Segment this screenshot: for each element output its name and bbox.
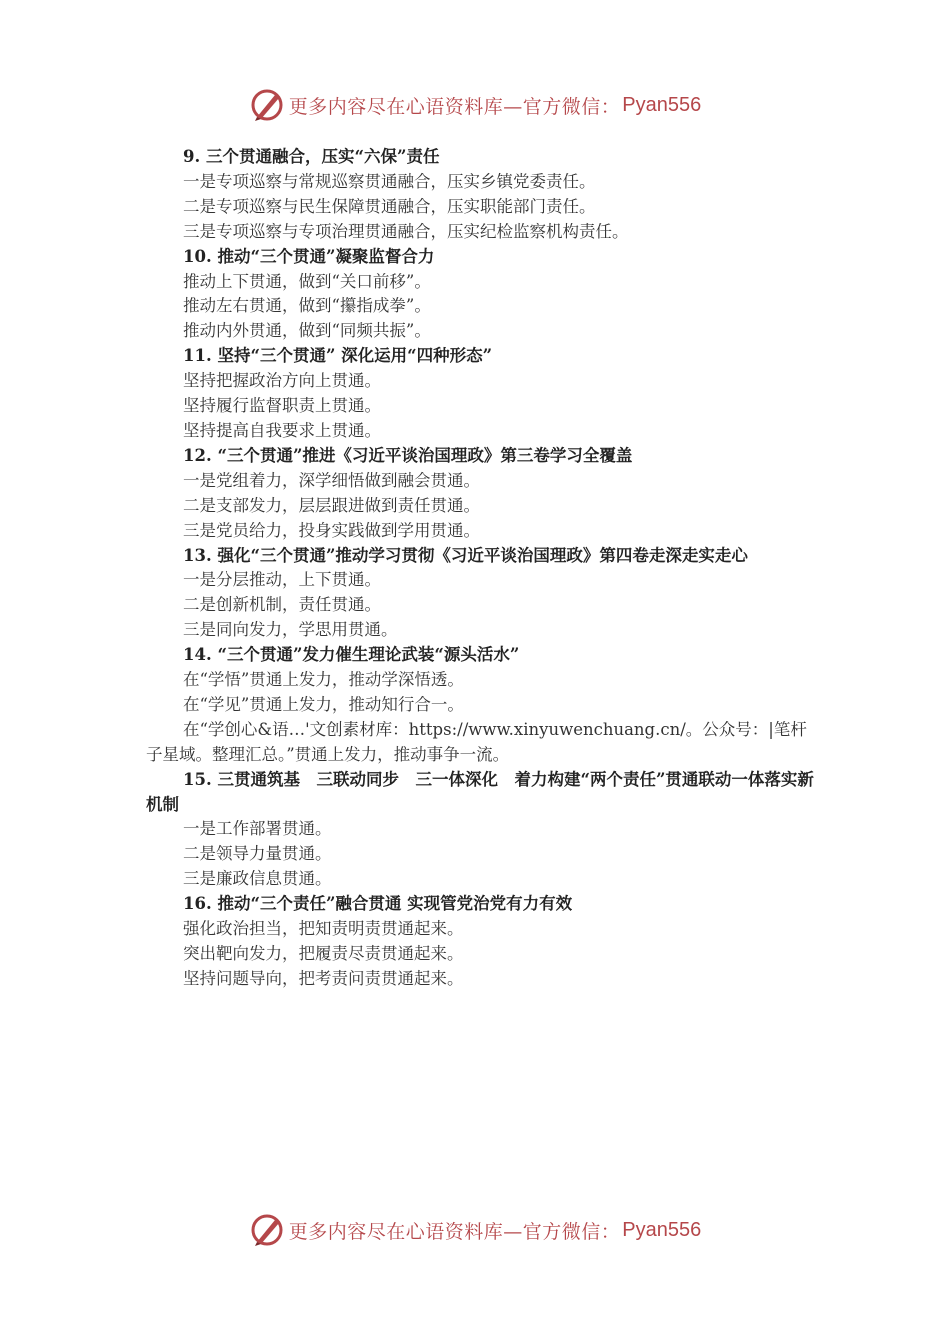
banner-text: 更多内容尽在心语资料库—官方微信： <box>288 1220 621 1243</box>
list-item: 坚持把握政治方向上贯通。 <box>183 371 381 391</box>
list-item: 突出靶向发力，把履责尽责贯通起来。 <box>183 944 464 963</box>
list-item: 三是党员给力，投身实践做到学用贯通。 <box>183 520 480 540</box>
wechat-id: Pyan556 <box>622 1218 702 1241</box>
list-item: 坚持提高自我要求上贯通。 <box>183 420 381 440</box>
section-heading: 13. 强化“三个贯通”推动学习贯彻《习近平谈治国理政》第四卷走深走实走心 <box>183 545 748 565</box>
section-14 <box>146 643 816 768</box>
pen-logo-icon <box>249 1212 285 1248</box>
document-body <box>146 145 816 992</box>
list-item: 坚持履行监督职责上贯通。 <box>183 396 381 416</box>
list-item: 坚持问题导向，把考责问责贯通起来。 <box>183 968 464 988</box>
list-item: 三是同向发力，学思用贯通。 <box>183 620 398 640</box>
list-item: 一是分层推动，上下贯通。 <box>183 570 381 590</box>
section-heading: 14. “三个贯通”发力催生理论武装“源头活水” <box>183 645 520 665</box>
list-item: 在“学悟”贯通上发力，推动学深悟透。 <box>183 670 464 690</box>
section-15 <box>146 768 816 893</box>
list-item: 一是党组着力，深学细悟做到融会贯通。 <box>183 470 480 490</box>
section-heading: 12. “三个贯通”推进《习近平谈治国理政》第三卷学习全覆盖 <box>183 445 633 465</box>
list-item: 一是专项巡察与常规巡察贯通融合，压实乡镇党委责任。 <box>183 171 596 191</box>
list-item: 在“学创心&语…'文创素材库：https://www.xinyuwenchuang.cn/。公众号：|笔杆子星域。整理汇总。”贯通上发力，推动事争一流。 <box>146 719 807 764</box>
pen-logo-icon <box>249 87 285 123</box>
section-heading: 15. 三贯通筑基 三联动同步 三一体深化 着力构建“两个责任”贯通联动一体落实新机制 <box>146 769 814 814</box>
section-heading: 10. 推动“三个贯通”凝聚监督合力 <box>183 246 435 266</box>
wechat-id: Pyan556 <box>622 93 702 116</box>
list-item: 推动内外贯通，做到“同频共振”。 <box>183 321 431 341</box>
footer-banner <box>0 1210 950 1250</box>
list-item: 推动上下贯通，做到“关口前移”。 <box>183 271 431 291</box>
section-13 <box>146 544 816 644</box>
section-9 <box>146 145 816 245</box>
section-heading: 16. 推动“三个责任”融合贯通 实现管党治党有力有效 <box>183 894 573 914</box>
list-item: 二是专项巡察与民生保障贯通融合，压实职能部门责任。 <box>183 196 596 216</box>
section-16 <box>146 892 816 992</box>
header-banner <box>0 85 950 125</box>
section-heading: 9. 三个贯通融合，压实“六保”责任 <box>183 147 440 166</box>
section-12 <box>146 444 816 544</box>
list-item: 二是支部发力，层层跟进做到责任贯通。 <box>183 495 480 515</box>
list-item: 推动左右贯通，做到“攥指成拳”。 <box>183 296 431 316</box>
list-item: 三是廉政信息贯通。 <box>183 869 332 889</box>
section-11 <box>146 344 816 444</box>
list-item: 强化政治担当，把知责明责贯通起来。 <box>183 919 464 939</box>
list-item: 一是工作部署贯通。 <box>183 819 332 839</box>
list-item: 三是专项巡察与专项治理贯通融合，压实纪检监察机构责任。 <box>183 221 629 241</box>
section-10 <box>146 245 816 345</box>
list-item: 在“学见”贯通上发力，推动知行合一。 <box>183 694 464 714</box>
section-heading: 11. 坚持“三个贯通” 深化运用“四种形态” <box>183 346 493 366</box>
list-item: 二是领导力量贯通。 <box>183 844 332 864</box>
list-item: 二是创新机制，责任贯通。 <box>183 595 381 615</box>
banner-text: 更多内容尽在心语资料库—官方微信： <box>288 95 621 118</box>
